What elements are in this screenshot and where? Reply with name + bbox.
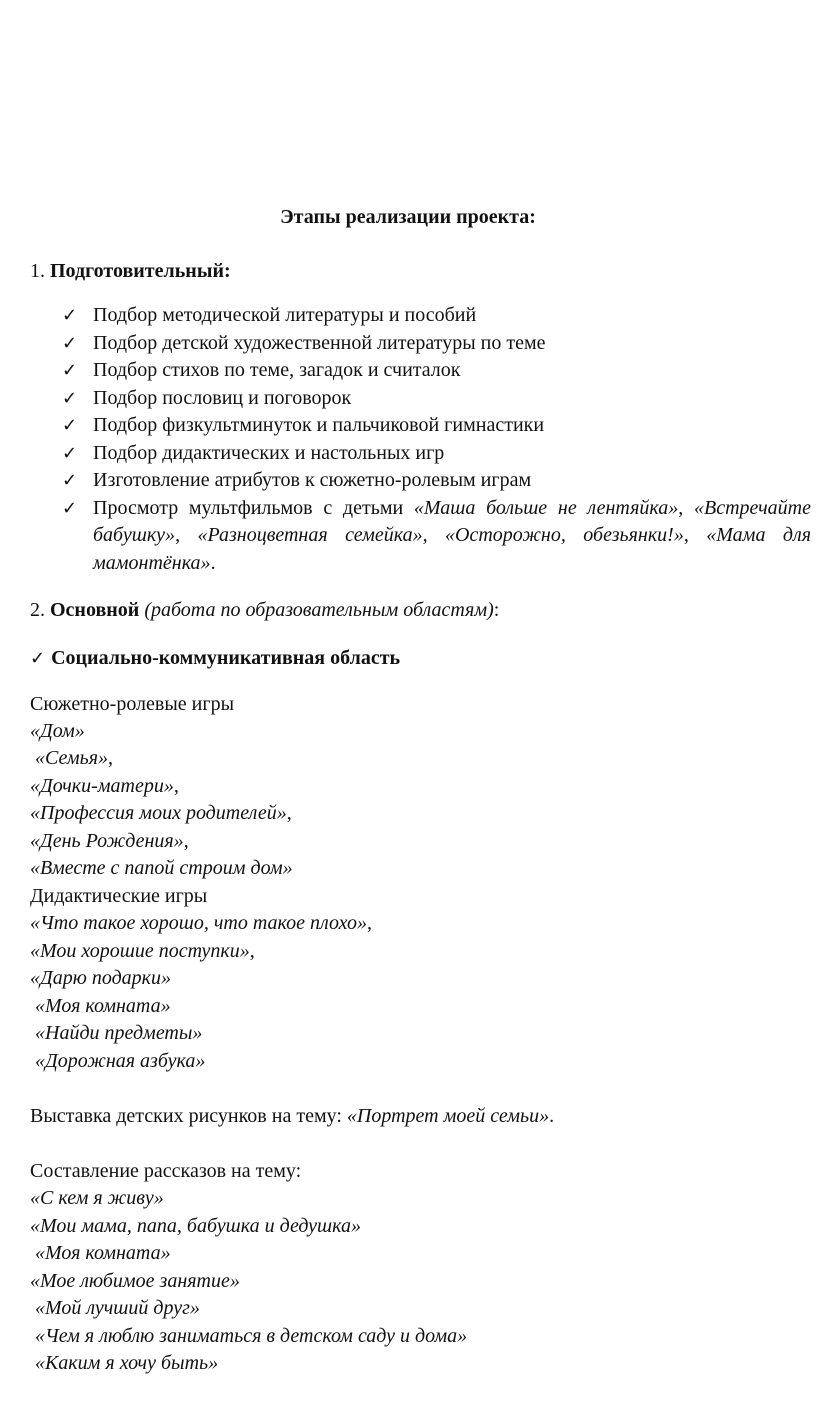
game-title: «Мои хорошие поступки»	[30, 940, 250, 962]
separator: ,	[108, 747, 114, 769]
period: .	[210, 551, 216, 574]
list-item	[62, 440, 812, 468]
list-item	[30, 719, 85, 743]
checkmark-icon: ✓	[62, 442, 78, 464]
cartoon-title: «Встречайте бабушку»	[93, 496, 811, 546]
list-item	[30, 911, 372, 935]
stories-heading: Составление рассказов на тему:	[30, 1160, 302, 1182]
didactic-games-heading: Дидактические игры	[30, 885, 208, 907]
list-item	[62, 467, 812, 495]
list-item	[30, 939, 255, 963]
separator: ,	[175, 524, 198, 546]
separator: ,	[422, 524, 446, 546]
checkmark-icon: ✓	[30, 648, 46, 669]
checkmark-icon: ✓	[62, 332, 78, 354]
checkmark-icon: ✓	[62, 415, 78, 436]
exhibition-topic: «Портрет моей семьи»	[346, 1105, 550, 1127]
stage-2-colon: :	[493, 599, 500, 621]
list-item: «Мое любимое занятие»	[30, 1270, 240, 1292]
stage-2-heading	[30, 598, 499, 622]
game-title: «День Рождения»	[30, 830, 184, 852]
list-item-text: Подбор физкультминуток и пальчиковой гимнастики	[93, 414, 545, 436]
preparation-checklist	[62, 302, 812, 577]
stage-2-name: Основной	[50, 599, 140, 621]
list-item	[62, 412, 812, 440]
list-item: «Чем я люблю заниматься в детском саду и дома»	[35, 1325, 468, 1347]
checkmark-icon: ✓	[62, 387, 78, 409]
stage-1-heading	[30, 259, 231, 283]
separator: ,	[683, 524, 707, 546]
stage-2-note: (работа по образовательным областям)	[139, 599, 494, 621]
cartoon-title: «Разноцветная семейка»	[197, 524, 423, 546]
game-title: «Профессия моих родителей»	[30, 802, 287, 824]
list-item	[30, 966, 171, 990]
list-item-text: Подбор дидактических и настольных игр	[93, 441, 445, 464]
cartoon-title: «Осторожно, обезьянки!»	[445, 524, 684, 546]
list-item	[30, 746, 113, 770]
list-item-text: Подбор пословиц и поговорок	[93, 386, 352, 409]
list-item	[62, 330, 812, 358]
checkmark-icon: ✓	[62, 360, 78, 381]
list-item	[30, 1049, 205, 1073]
game-title: «Что такое хорошо, что такое плохо»	[30, 912, 367, 934]
checkmark-icon: ✓	[62, 470, 78, 491]
game-title: «Дом»	[30, 720, 85, 742]
cartoons-prefix: Просмотр мультфильмов с детьми	[93, 496, 414, 519]
list-item-text: Подбор методической литературы и пособий	[93, 304, 477, 326]
list-item-text: Изготовление атрибутов к сюжетно-ролевым играм	[93, 469, 532, 491]
list-item	[30, 829, 189, 853]
stage-1-number: 1.	[30, 260, 50, 282]
separator: ,	[286, 802, 292, 824]
separator: ,	[183, 830, 189, 852]
exhibition-line	[30, 1104, 554, 1128]
list-item	[30, 801, 292, 825]
list-item-text: Подбор стихов по теме, загадок и считалок	[93, 359, 461, 381]
list-item: «Мой лучший друг»	[35, 1297, 200, 1319]
list-item	[62, 357, 812, 385]
list-item	[62, 385, 812, 413]
list-item	[62, 302, 812, 330]
list-item	[30, 774, 179, 798]
game-title: «Семья»	[35, 747, 109, 769]
area-name: Социально-коммуникативная область	[51, 647, 401, 669]
page-title: Этапы реализации проекта:	[280, 206, 536, 228]
checkmark-icon: ✓	[62, 305, 78, 326]
separator: ,	[249, 940, 255, 962]
list-item: «Каким я хочу быть»	[35, 1352, 219, 1374]
cartoon-title: «Маша больше не лентяйка»	[413, 496, 679, 519]
list-item	[30, 856, 293, 880]
game-title: «Моя комната»	[35, 995, 171, 1017]
game-title: «Дочки-матери»	[30, 775, 174, 797]
checkmark-icon: ✓	[62, 497, 78, 519]
list-item-cartoons	[62, 495, 812, 578]
game-title: «Дорожная азбука»	[35, 1050, 206, 1072]
list-item: «Моя комната»	[35, 1242, 171, 1264]
list-item-text	[93, 495, 811, 578]
list-item: «Мои мама, папа, бабушка и дедушка»	[30, 1215, 362, 1237]
area-heading	[30, 646, 400, 671]
game-title: «Дарю подарки»	[30, 967, 172, 989]
separator: ,	[366, 912, 372, 934]
role-games-heading: Сюжетно-ролевые игры	[30, 693, 235, 715]
stage-1-name: Подготовительный:	[50, 260, 231, 282]
cartoon-title: «Мама для мамонтёнка»	[93, 524, 812, 574]
game-title: «Вместе с папой строим дом»	[30, 857, 293, 879]
list-item: «С кем я живу»	[30, 1187, 164, 1209]
game-title: «Найди предметы»	[35, 1022, 203, 1044]
list-item	[30, 1021, 202, 1045]
list-item	[30, 994, 171, 1018]
exhibition-prefix: Выставка детских рисунков на тему:	[30, 1105, 347, 1127]
list-item-text: Подбор детской художественной литературы по теме	[93, 331, 546, 354]
separator: ,	[173, 775, 179, 797]
stage-2-number: 2.	[30, 599, 50, 621]
separator: ,	[678, 496, 694, 519]
period: .	[549, 1105, 555, 1127]
